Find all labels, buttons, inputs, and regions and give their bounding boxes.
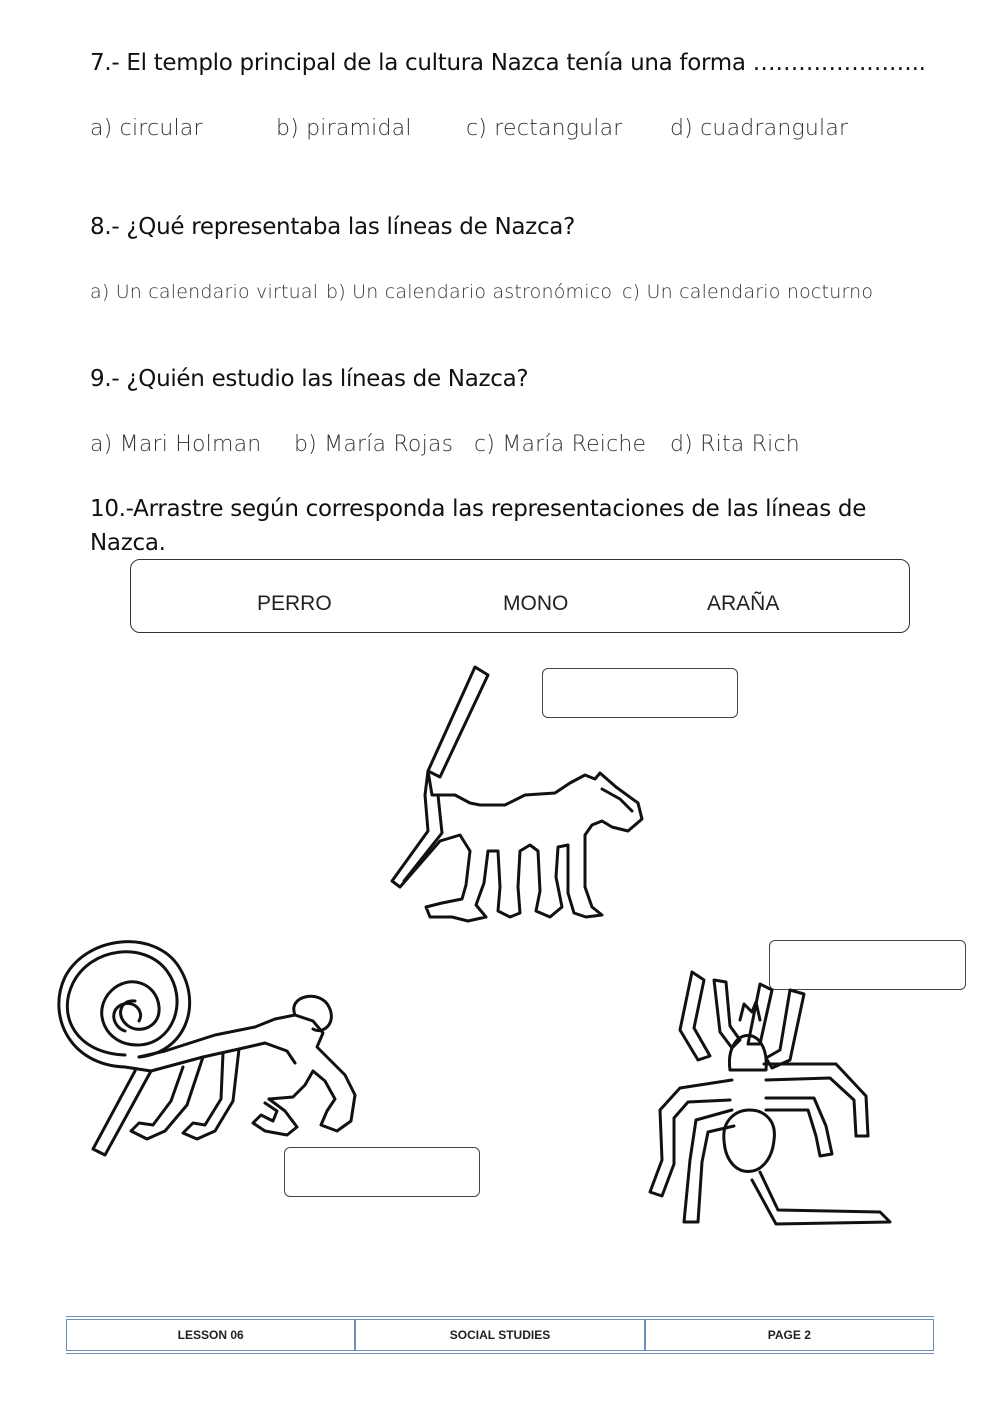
q9-option-d[interactable]: d) Rita Rich — [670, 432, 800, 457]
footer-page: PAGE 2 — [645, 1320, 934, 1350]
q7-option-d[interactable]: d) cuadrangular — [670, 116, 849, 141]
q8-option-a[interactable]: a) Un calendario virtual — [90, 281, 319, 303]
footer-table — [66, 1316, 934, 1354]
question-10: 10.-Arrastre según corresponda las representaciones de las líneas de Nazca. — [90, 496, 867, 556]
footer-subject: SOCIAL STUDIES — [355, 1320, 644, 1350]
dog-geoglyph-image — [380, 655, 660, 955]
q8-option-c[interactable]: c) Un calendario nocturno — [622, 281, 874, 303]
q9-option-b[interactable]: b) María Rojas — [294, 432, 454, 457]
question-8: 8.- ¿Qué representaba las líneas de Nazca? — [90, 214, 575, 240]
q7-option-c[interactable]: c) rectangular — [466, 116, 623, 141]
q7-option-a[interactable]: a) circular — [90, 116, 203, 141]
q8-option-b[interactable]: b) Un calendario astronómico — [326, 281, 613, 303]
q9-option-a[interactable]: a) Mari Holman — [90, 432, 262, 457]
word-bank — [130, 559, 910, 633]
spider-geoglyph-image — [640, 960, 900, 1235]
question-7: 7.- El templo principal de la cultura Nazca tenía una forma ………………….. — [90, 50, 926, 76]
question-9: 9.- ¿Quién estudio las líneas de Nazca? — [90, 366, 529, 392]
word-perro[interactable]: PERRO — [257, 592, 332, 615]
footer-lesson: LESSON 06 — [66, 1320, 355, 1350]
q7-option-b[interactable]: b) piramidal — [276, 116, 412, 141]
monkey-geoglyph-image — [55, 935, 375, 1175]
word-arana[interactable]: ARAÑA — [707, 592, 780, 615]
word-mono[interactable]: MONO — [503, 592, 569, 615]
q9-option-c[interactable]: c) María Reiche — [474, 432, 647, 457]
